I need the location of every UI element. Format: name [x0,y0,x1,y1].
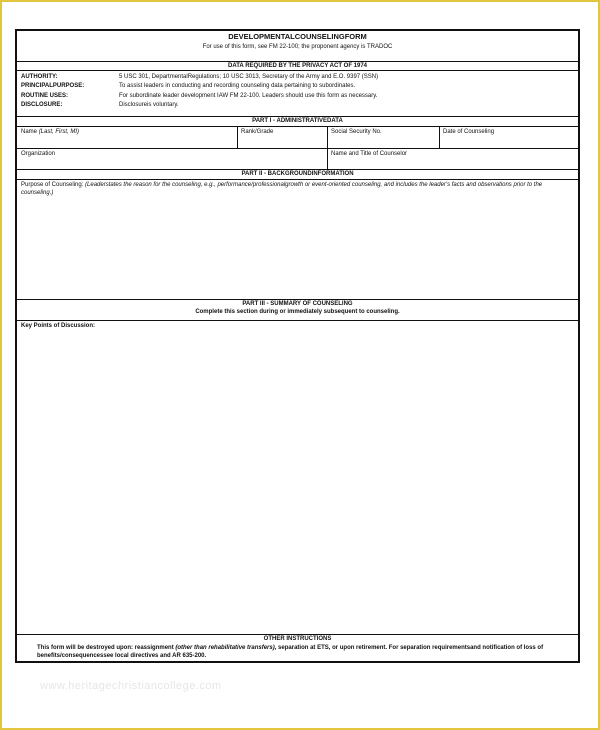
rank-grade-label: Rank/Grade [241,129,274,135]
form-subtitle: For use of this form, see FM 22-100; the proponent agency is TRADOC [202,44,393,50]
privacy-row-principal-purpose [21,82,576,92]
privacy-text: For subordinate leader development IAW FM 22-100. Leaders should use this form as necessary. [119,92,378,99]
counseling-form [15,29,580,663]
privacy-row-authority [21,72,576,82]
privacy-act-header: DATA REQUIRED BY THE PRIVACY ACT OF 1974 [227,63,368,69]
privacy-text: Disclosureis voluntary. [119,102,179,109]
counselor-field[interactable] [327,148,578,169]
other-instructions-line1: This form will be destroyed upon: reassignment [37,645,174,651]
date-of-counseling-field[interactable] [439,126,578,148]
privacy-label: PRINCIPALPURPOSE: [21,83,85,90]
organization-field[interactable] [17,148,327,169]
date-of-counseling-label: Date of Counseling [443,129,495,135]
privacy-label: DISCLOSURE: [21,102,63,109]
purpose-label: Purpose of Counseling: [21,182,84,188]
form-header [17,33,578,51]
privacy-row-disclosure [21,101,576,111]
privacy-text: 5 USC 301, DepartmentalRegulations; 10 USC 3013, Secretary of the Army and E.O. 9397 (SSN) [119,73,379,80]
privacy-text: To assist leaders in conducting and recording counseling data pertaining to subordinates. [119,83,356,90]
part3-subtitle: Complete this section during or immediately subsequent to counseling. [195,309,400,315]
privacy-row-routine-uses [21,91,576,101]
form-title: DEVELOPMENTALCOUNSELINGFORM [228,32,367,41]
ssn-label: Social Security No. [331,129,382,135]
purpose-hint: (Leaderstates the reason for the counseling, e.g., performance/professionalgrowth or event-oriented counseling, and includes the leader's facts and observations prior to the counseling.) [21,182,543,196]
counselor-label: Name and Title of Counselor [331,151,408,157]
purpose-of-counseling-field[interactable] [17,179,578,299]
part1-header: PART I - ADMINISTRATIVEDATA [252,118,343,124]
key-points-label: Key Points of Discussion: [21,323,96,329]
key-points-field[interactable] [17,320,578,634]
part3-header [17,300,578,316]
privacy-label: ROUTINE USES: [21,92,69,99]
other-instructions-header: OTHER INSTRUCTIONS [263,636,332,642]
other-instructions-line2: , separation at ETS, or upon retirement. For separation requirementsand notification of loss of benefits/consequencessee local directives and AR 635-200. [37,645,544,659]
watermark: www.heritagechristiancollege.com [40,680,222,692]
rank-grade-field[interactable] [237,126,327,148]
privacy-act-section [17,72,578,116]
part3-title: PART III - SUMMARY OF COUNSELING [242,301,353,307]
organization-label: Organization [21,151,56,157]
name-field[interactable] [17,126,237,148]
name-hint: (Last, First, MI) [38,129,80,135]
ssn-field[interactable] [327,126,439,148]
name-label: Name [21,129,38,135]
divider [17,70,578,71]
part2-header: PART II - BACKGROUNDINFORMATION [241,171,354,177]
other-instructions-italic: (other than rehabilitative transfers) [175,645,275,651]
other-instructions-text [17,644,578,660]
privacy-label: AUTHORITY: [21,73,58,80]
